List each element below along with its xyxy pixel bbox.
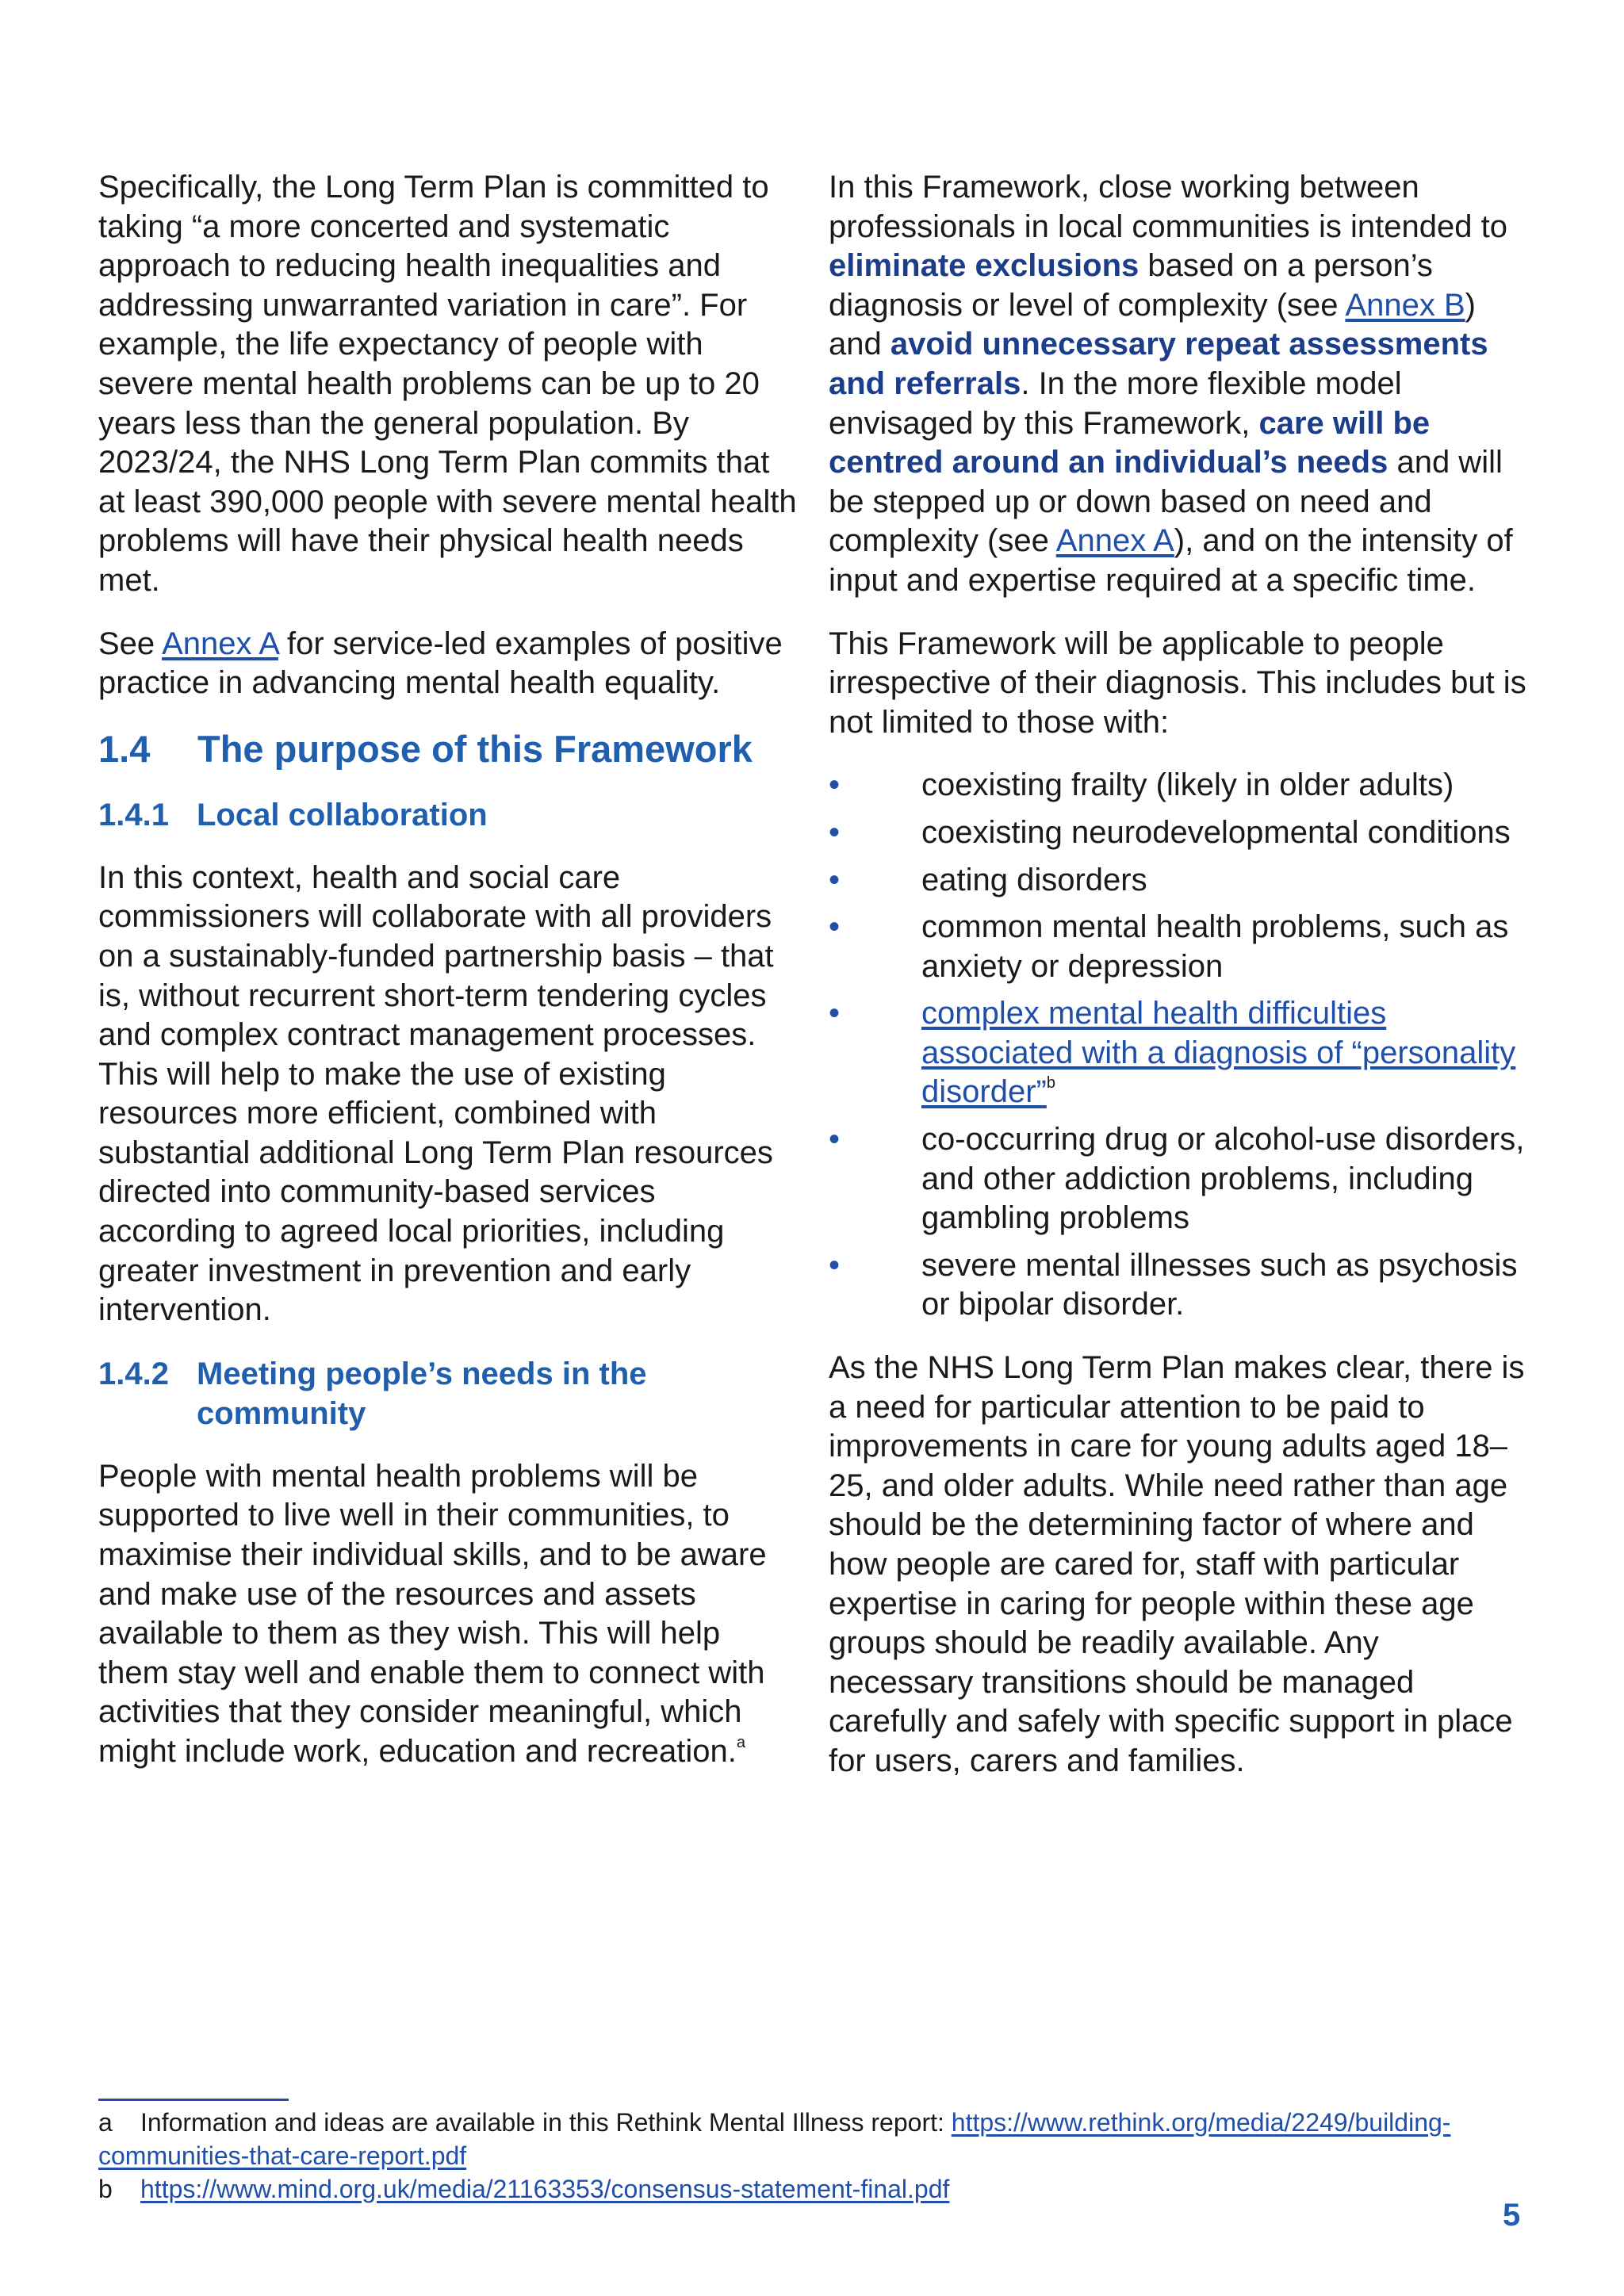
section-number: 1.4	[98, 727, 151, 770]
framework-working-paragraph	[829, 168, 1526, 601]
list-item: • eating disorders	[829, 861, 1526, 901]
subsection-number: 1.4.1	[98, 797, 169, 832]
text-segment: ), and on the intensity of input and expertise required at a specific time.	[829, 523, 1513, 598]
section-heading-1-4	[98, 727, 799, 771]
emphasis-avoid-repeat-assessments: avoid unnecessary repeat assessments and referrals	[829, 327, 1488, 401]
local-collaboration-paragraph: In this context, health and social care commissioners will collaborate with all providers on a sustainably-funded partnership basis – that is, without recurrent short-term tendering cycles and complex contract management processes. This will help to make the use of existing resources more efficient, combined with substantial additional Long Term Plan resources directed into community-based services according to agreed local priorities, including greater investment in prevention and early intervention.	[98, 859, 774, 1328]
annex-a-link[interactable]: Annex A	[162, 626, 278, 661]
list-item: • common mental health problems, such as anxiety or depression	[829, 908, 1526, 986]
section-title: The purpose of this Framework	[197, 727, 753, 770]
annex-ref-after: for service-led examples of positive practice in advancing mental health equality.	[98, 626, 783, 701]
annex-ref-before: See	[98, 626, 163, 661]
mind-consensus-link[interactable]: https://www.mind.org.uk/media/21163353/consensus-statement-final.pdf	[140, 2175, 950, 2203]
list-item: • severe mental illnesses such as psychosis or bipolar disorder.	[829, 1246, 1526, 1325]
rethink-report-link[interactable]: https://www.rethink.org/media/2249/building-communities-that-care-report.pdf	[98, 2108, 1451, 2170]
footnote-b	[98, 2172, 1526, 2206]
emphasis-eliminate-exclusions: eliminate exclusions	[829, 248, 1139, 284]
footnote-a	[98, 2106, 1526, 2172]
footnote-marker-a[interactable]: a	[736, 1734, 746, 1751]
footnote-marker-b[interactable]: b	[1046, 1074, 1055, 1093]
list-item: • coexisting neurodevelopmental conditions	[829, 813, 1526, 853]
conditions-list	[829, 766, 1526, 1325]
footnote-label: a	[98, 2108, 113, 2137]
list-item: • co-occurring drug or alcohol-use disorders, and other addiction problems, including gambling problems	[829, 1120, 1526, 1238]
community-needs-text: People with mental health problems will be supported to live well in their communities, to maximise their individual skills, and to be aware and make use of the resources and assets available to them as they wish. This will help them stay well and enable them to connect with activities that they consider meaningful, which might include work, education and recreation.	[98, 1458, 767, 1769]
page-number: 5	[1503, 2198, 1521, 2233]
text-segment: . In the more flexible model envisaged by this Framework,	[829, 365, 1402, 441]
text-segment: In this Framework, close working between professionals in local communities is intended to	[829, 170, 1507, 244]
right-column	[829, 168, 1526, 1805]
footnote-text: Information and ideas are available in this Rethink Mental Illness report:	[140, 2108, 952, 2137]
annex-b-link[interactable]: Annex B	[1345, 287, 1465, 323]
subsection-heading-1-4-2	[98, 1354, 799, 1433]
subsection-title: Meeting people’s needs in the community	[197, 1356, 647, 1431]
subsection-heading-1-4-1	[98, 795, 799, 835]
personality-disorder-link[interactable]: complex mental health difficulties associated with a diagnosis of “personality disorder”	[921, 996, 1516, 1110]
footnote-divider	[98, 2099, 289, 2101]
emphasis-care-centred: care will be centred around an individual’s needs	[829, 405, 1431, 480]
footnote-label: b	[98, 2175, 113, 2203]
annex-reference-paragraph	[98, 625, 799, 703]
subsection-number: 1.4.2	[98, 1356, 169, 1391]
intro-paragraph: Specifically, the Long Term Plan is committed to taking “a more concerted and systematic approach to reducing health inequalities and addressing unwarranted variation in care”. For example, the life expectancy of people with severe mental health problems can be up to 20 years less than the general population. By 2023/24, the NHS Long Term Plan commits that at least 390,000 people with severe mental health problems will have their physical health needs met.	[98, 170, 797, 598]
left-column	[98, 168, 799, 1796]
community-needs-paragraph	[98, 1457, 799, 1772]
annex-a-link[interactable]: Annex A	[1055, 523, 1174, 559]
list-item	[829, 994, 1526, 1112]
list-item: • coexisting frailty (likely in older adults)	[829, 766, 1526, 806]
text-segment: based on a person’s diagnosis or level of complexity (see	[829, 248, 1433, 323]
text-segment: ) and	[829, 287, 1476, 362]
subsection-title: Local collaboration	[197, 797, 488, 832]
footnotes	[98, 2106, 1526, 2206]
applicability-paragraph: This Framework will be applicable to people irrespective of their diagnosis. This includes but is not limited to those with:	[829, 626, 1526, 740]
text-segment: and will be stepped up or down based on need and complexity (see	[829, 445, 1503, 559]
age-groups-paragraph: As the NHS Long Term Plan makes clear, there is a need for particular attention to be paid to improvements in care for young adults aged 18–25, and older adults. While need rather than age should be the determining factor of where and how people are cared for, staff with particular expertise in caring for people within these age groups should be readily available. Any necessary transitions should be managed carefully and safely with specific support in place for users, carers and families.	[829, 1350, 1525, 1778]
